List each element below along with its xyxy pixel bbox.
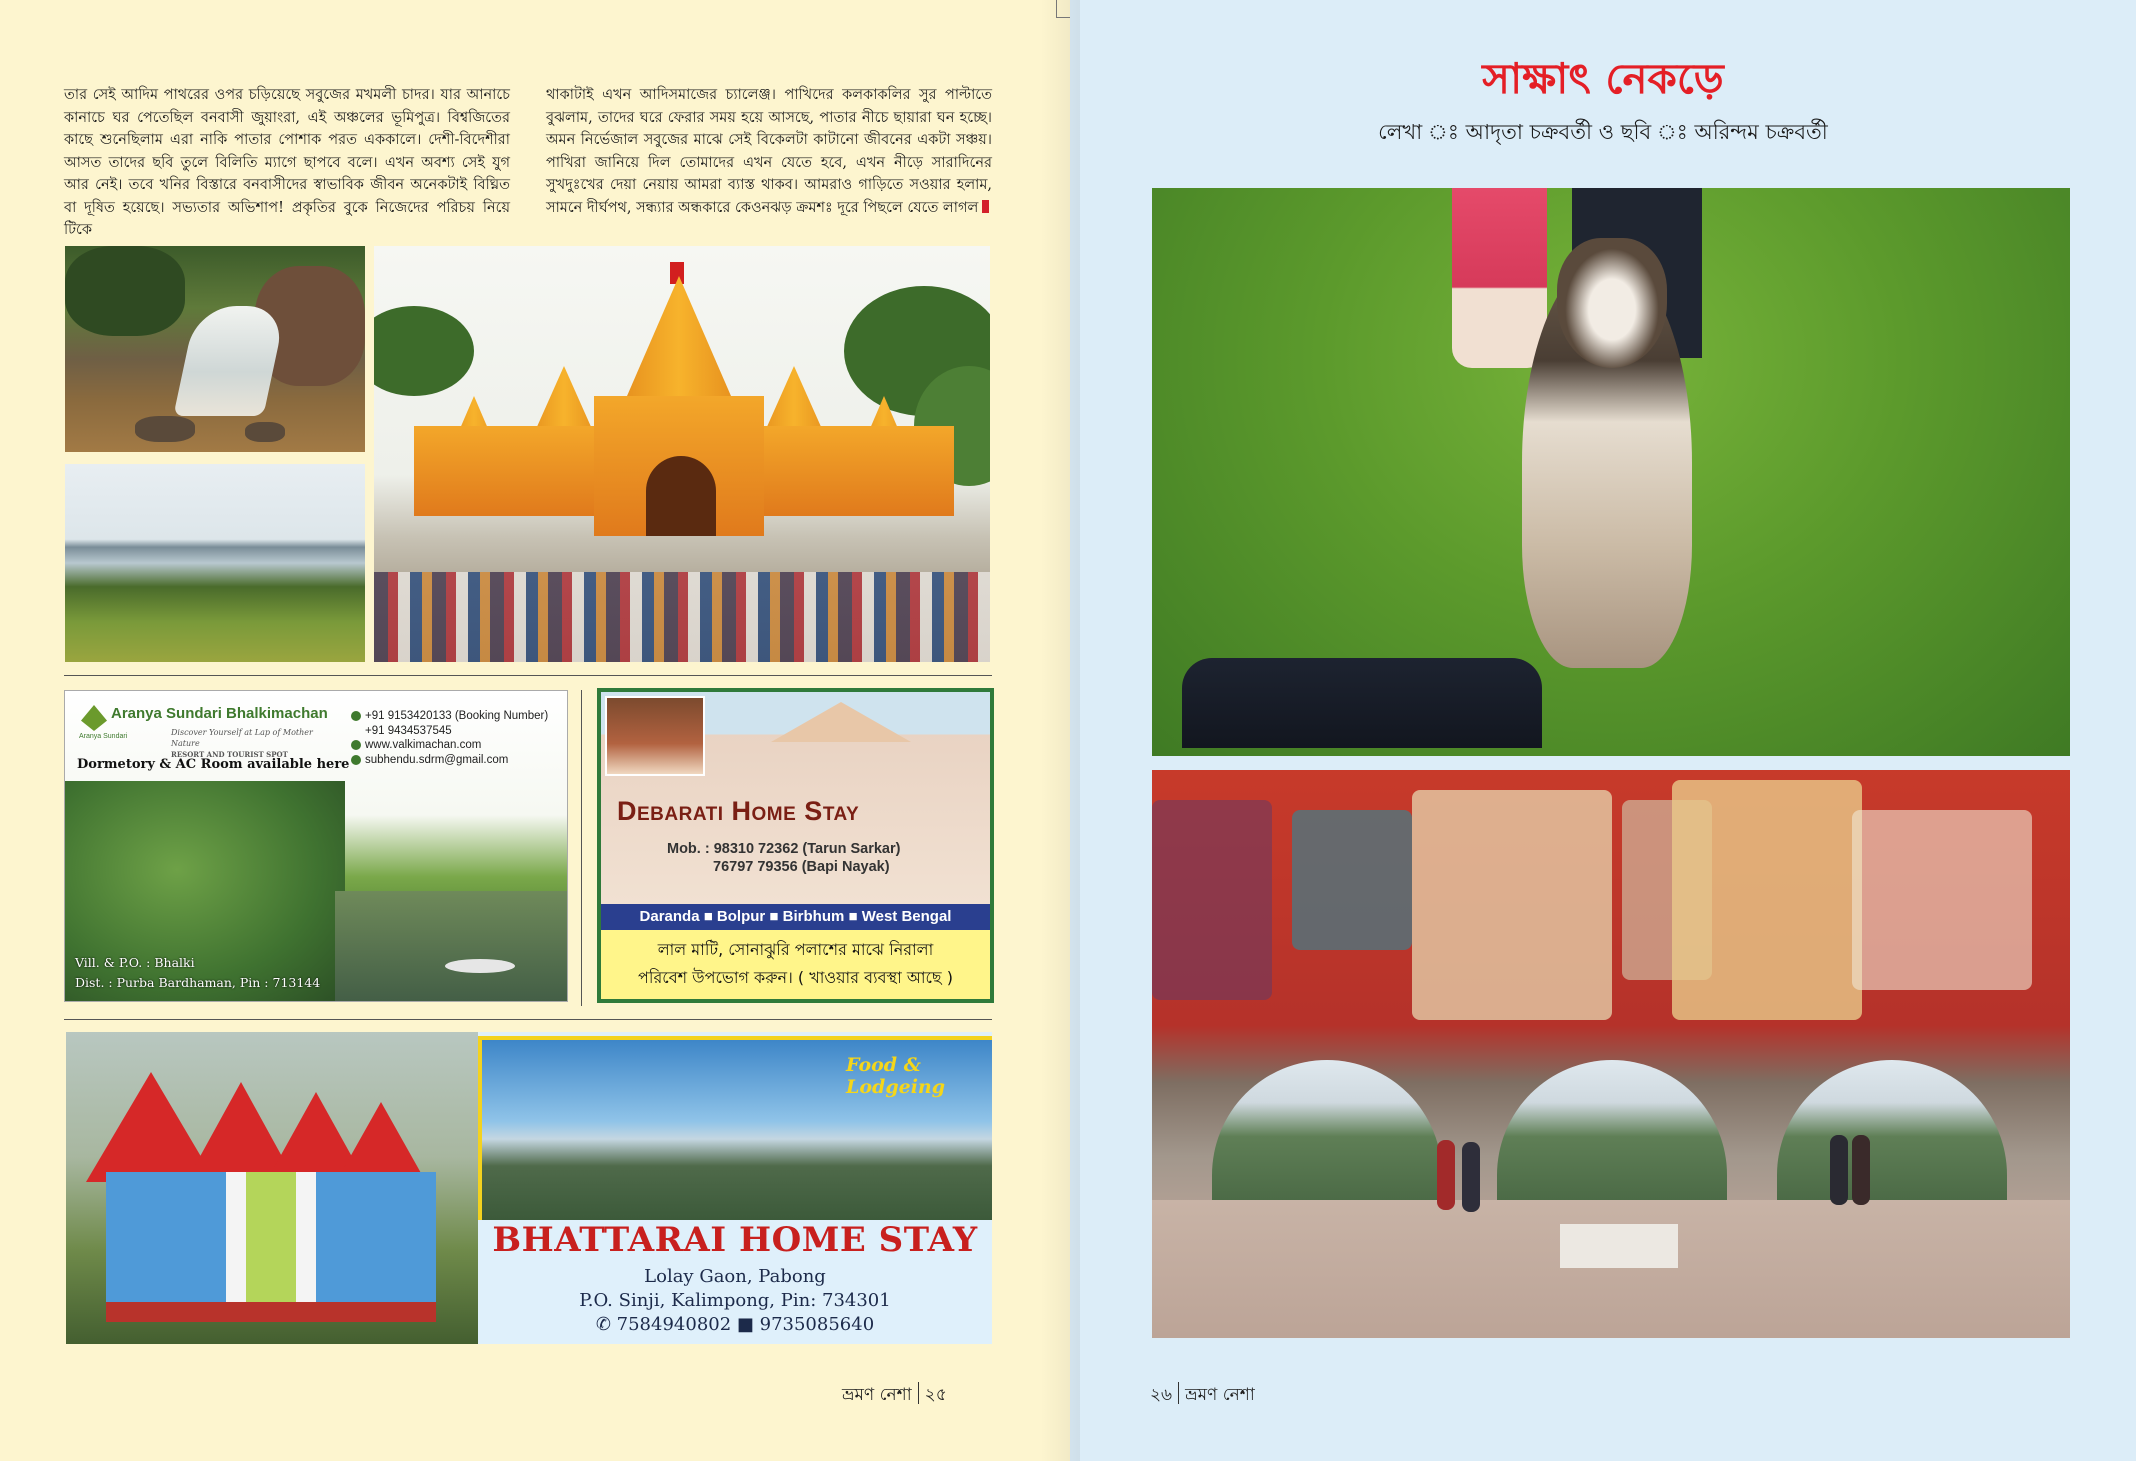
- debarati-home-stay-ad: [597, 688, 994, 1003]
- article-column-2-text: থাকাটাই এখন আদিসমাজের চ্যালেঞ্জ। পাখিদের কলকাকলির সুর পাল্টাতে বুঝলাম, তাদের ঘরে ফেরার সময় হয়ে আসছে, পাতার নীচে ছায়ারা ঘন হচ্ছে। অমন নির্ভেজাল সবুজের মাঝে সেই বিকেলটা কাটানো জীবনের একটা সঞ্চয়। পাখিরা জানিয়ে দিল তোমাদের এখন যেতে হবে, এখন নীড়ে সারাদিনের সুখদুঃখের দেয়া নেয়ায় আমরা ব্যাস্ত থাকব। আমরাও গাড়িতে সওয়ার হলাম, সামনে দীর্ঘপথ, সন্ধ্যার অন্ধকারে কেওনঝড় ক্রমশঃ দূরে পিছলে যেতে লাগল: [546, 87, 992, 216]
- ad-phone: +91 9153420133 (Booking Number): [365, 710, 549, 722]
- bhattarai-home-stay-ad: [66, 1032, 992, 1344]
- ad-phone: +91 9434537545: [365, 724, 452, 737]
- crop-mark: [1056, 0, 1057, 18]
- lake-photo: [65, 464, 365, 662]
- ad-brand: Aranya Sundari Bhalkimachan: [111, 705, 328, 722]
- temple-photo: [374, 246, 990, 662]
- ad-address: P.O. Sinji, Kalimpong, Pin: 734301: [579, 1290, 891, 1311]
- magazine-name: ভ্রমণ নেশা: [842, 1385, 912, 1405]
- page-folio-left: [842, 1382, 947, 1410]
- ad-tagline: Discover Yourself at Lap of Mother Nature RESORT AND TOURIST SPOT: [171, 728, 313, 759]
- ad-title: Debarati Home Stay: [617, 796, 860, 826]
- ad-tagline: লাল মাটি, সোনাঝুরি পলাশের মাঝে নিরালা পরিবেশ উপভোগ করুন। ( খাওয়ার ব্যবস্থা আছে ): [601, 930, 990, 999]
- article-title: সাক্ষাৎ নেকড়ে: [1482, 54, 1724, 103]
- page-folio-right: [1150, 1382, 1255, 1410]
- ad-address: Lolay Gaon, Pabong: [644, 1266, 826, 1287]
- ad-phones: ✆ 7584940802 ■ 9735085640: [595, 1314, 875, 1335]
- ad-places: Daranda ■ Bolpur ■ Birbhum ■ West Bengal: [601, 904, 990, 930]
- ad-email: subhendu.sdrm@gmail.com: [365, 753, 509, 766]
- husky-dog-photo: [1152, 188, 2070, 756]
- mail-icon: [351, 755, 361, 765]
- page-number: ২৫: [924, 1385, 947, 1405]
- cottage-image: [66, 1032, 478, 1344]
- ad-title: BHATTARAI HOME STAY: [492, 1220, 978, 1260]
- boat-image: [445, 959, 515, 973]
- divider: [581, 690, 582, 1006]
- end-of-article-mark: [982, 200, 989, 213]
- ad-address: Vill. & P.O. : Bhalki Dist. : Purba Bardhaman, Pin : 713144: [75, 955, 321, 990]
- mural-arch-photo: [1152, 770, 2070, 1338]
- globe-icon: [351, 740, 361, 750]
- article-byline: লেখা ঃ আদৃতা চক্রবর্তী ও ছবি ঃ অরিন্দম চক্রবর্তী: [1378, 120, 1828, 144]
- aranya-sundari-ad: [64, 690, 568, 1002]
- phone-icon: [351, 711, 361, 721]
- pond-image: [335, 891, 568, 1002]
- leaf-logo-icon: [81, 705, 107, 731]
- crop-mark: [1056, 17, 1070, 18]
- ad-contacts: [351, 709, 548, 767]
- inset-photo: [605, 696, 705, 776]
- ad-food-label: Food & Lodgeing: [846, 1054, 946, 1098]
- ad-headline: Dormetory & AC Room available here: [77, 757, 350, 772]
- gutter: [1040, 0, 1080, 1461]
- article-column-2: [546, 84, 992, 219]
- magazine-name: ভ্রমণ নেশা: [1185, 1385, 1255, 1405]
- article-column-1: তার সেই আদিম পাথরের ওপর চড়িয়েছে সবুজের মখমলী চাদর। যার আনাচে কানাচে ঘর পেতেছিল বনবাসী জুয়াংরা, এই অঞ্চলের ভূমিপুত্র। বিশ্বজিতের কাছে শুনেছিলাম এরা নাকি পাতার পোশাক পরত এককালে। দেশী-বিদেশীরা আসত তাদের ছবি তুলে বিলিতি ম্যাগে ছাপবে বলে। এখন অবশ্য সেই যুগ আর নেই। তবে খনির বিস্তারে বনবাসীদের স্বাভাবিক জীবন অনেকটাই বিঘ্নিত বা দূষিত হয়েছে। সভ্যতার অভিশাপ! প্রকৃতির বুকে নিজেদের পরিচয় নিয়ে টিকে: [64, 87, 510, 238]
- ad-website: www.valkimachan.com: [365, 739, 482, 751]
- ad-mobile: Mob. : 98310 72362 (Tarun Sarkar) 76797 79356 (Bapi Nayak): [667, 841, 901, 875]
- logo-text: Aranya Sundari: [79, 733, 128, 740]
- waterfall-photo: [65, 246, 365, 452]
- page-number: ২৬: [1150, 1385, 1173, 1405]
- divider: [64, 675, 992, 676]
- divider: [64, 1019, 992, 1020]
